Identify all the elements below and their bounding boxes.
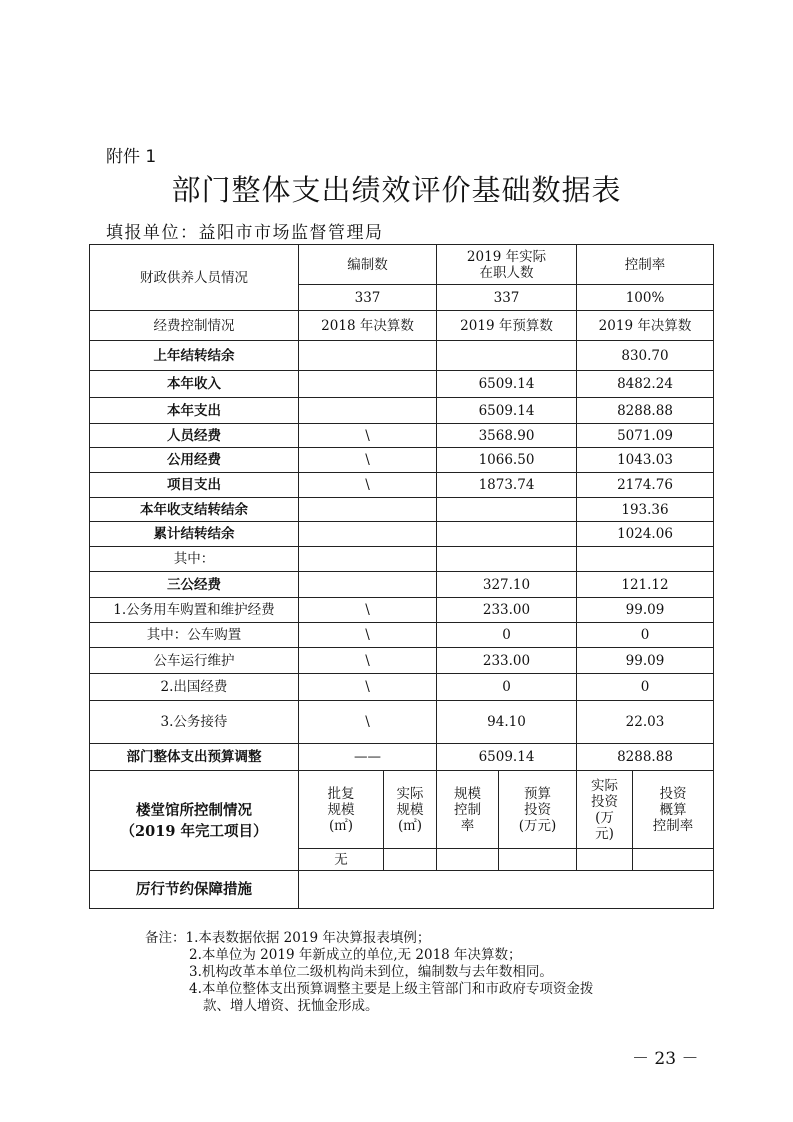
value-2018-final: \ [299, 424, 437, 448]
buildings-value [384, 849, 437, 871]
note-item: 款、增人增资、抚恤金形成。 [203, 998, 379, 1014]
value-2019-budget: 94.10 [437, 701, 577, 744]
value-2019-final: 99.09 [577, 648, 714, 674]
staff-value: 337 [437, 285, 577, 311]
note-item: 2.本单位为 2019 年新成立的单位,无 2018 年决算数； [189, 947, 522, 963]
staff-value: 100% [577, 285, 714, 311]
value-2018-final [299, 522, 437, 547]
row-label: 本年收支结转结余 [90, 498, 299, 522]
value-2019-final: 1043.03 [577, 448, 714, 473]
row-label: 累计结转结余 [90, 522, 299, 547]
table-row [90, 648, 714, 674]
row-label: 其中：公车购置 [90, 623, 299, 648]
value-2019-final: 121.12 [577, 572, 714, 598]
buildings-header: 规模 控制 率 [437, 771, 499, 849]
value-2019-final: 0 [577, 674, 714, 701]
attachment-label: 附件 1 [106, 147, 157, 167]
row-label: 人员经费 [90, 424, 299, 448]
table-row [90, 473, 714, 498]
note-item: 1.本表数据依据 2019 年决算报表填例； [185, 930, 431, 946]
value-2018-final [299, 371, 437, 398]
table-row [90, 547, 714, 572]
table-row [90, 424, 714, 448]
table-row [90, 572, 714, 598]
value-2018-final [299, 572, 437, 598]
table-row [90, 598, 714, 623]
value-2019-final: 8288.88 [577, 398, 714, 424]
value-2018-final: \ [299, 598, 437, 623]
value-2018-final [299, 547, 437, 572]
buildings-label-line1: 楼堂馆所控制情况 [136, 801, 252, 819]
staff-value: 337 [299, 285, 437, 311]
buildings-label [90, 771, 299, 871]
staff-header: 控制率 [577, 245, 714, 285]
table-row [90, 623, 714, 648]
value-2019-final: 830.70 [577, 341, 714, 371]
table-row [90, 674, 714, 701]
value-2018-final: \ [299, 674, 437, 701]
value-2019-budget: 1066.50 [437, 448, 577, 473]
value-2019-final: 193.36 [577, 498, 714, 522]
page-title: 部门整体支出绩效评价基础数据表 [171, 173, 622, 207]
value-2019-budget: 3568.90 [437, 424, 577, 448]
value-2019-budget: 233.00 [437, 648, 577, 674]
funds-label: 经费控制情况 [90, 311, 299, 341]
value-2019-budget: 1873.74 [437, 473, 577, 498]
row-label: 其中： [90, 547, 299, 572]
value-2019-final [577, 547, 714, 572]
table-row [90, 522, 714, 547]
table-row [90, 371, 714, 398]
value-2019-budget: 233.00 [437, 598, 577, 623]
value-2019-final: 5071.09 [577, 424, 714, 448]
value-2019-final: 2174.76 [577, 473, 714, 498]
row-label: 上年结转结余 [90, 341, 299, 371]
value-2018-final: \ [299, 473, 437, 498]
value-2018-final: \ [299, 623, 437, 648]
staff-label: 财政供养人员情况 [90, 245, 299, 311]
row-label: 部门整体支出预算调整 [90, 744, 299, 771]
table-row [90, 701, 714, 744]
note-item: 4.本单位整体支出预算调整主要是上级主管部门和市政府专项资金拨 [189, 981, 594, 997]
value-2018-final [299, 398, 437, 424]
value-2019-budget: 6509.14 [437, 744, 577, 771]
buildings-value [577, 849, 633, 871]
value-2019-budget: 6509.14 [437, 371, 577, 398]
buildings-header: 实际 投资 (万 元) [577, 771, 633, 849]
data-table [89, 244, 714, 909]
row-label: 三公经费 [90, 572, 299, 598]
page-number: － 23 － [632, 1049, 699, 1069]
note-item: 3.机构改革本单位二级机构尚未到位，编制数与去年数相同。 [189, 964, 553, 980]
table-row [90, 341, 714, 371]
table-row [90, 498, 714, 522]
value-2019-final: 8482.24 [577, 371, 714, 398]
staff-header: 编制数 [299, 245, 437, 285]
value-2019-budget [437, 522, 577, 547]
staff-header: 2019 年实际 在职人数 [437, 245, 577, 285]
funds-header: 2018 年决算数 [299, 311, 437, 341]
value-2018-final [299, 341, 437, 371]
buildings-header: 实际 规模 (㎡) [384, 771, 437, 849]
austerity-value [299, 871, 714, 909]
buildings-value [499, 849, 577, 871]
value-2019-final: 22.03 [577, 701, 714, 744]
value-2018-final: \ [299, 448, 437, 473]
row-label: 公车运行维护 [90, 648, 299, 674]
buildings-header: 预算 投资 (万元) [499, 771, 577, 849]
row-label: 1.公务用车购置和维护经费 [90, 598, 299, 623]
buildings-value [437, 849, 499, 871]
funds-header: 2019 年预算数 [437, 311, 577, 341]
value-2019-budget: 0 [437, 623, 577, 648]
value-2019-budget [437, 547, 577, 572]
table-row [90, 448, 714, 473]
value-2019-budget: 327.10 [437, 572, 577, 598]
buildings-header: 投资 概算 控制率 [633, 771, 714, 849]
funds-header: 2019 年决算数 [577, 311, 714, 341]
buildings-value [633, 849, 714, 871]
row-label: 2.出国经费 [90, 674, 299, 701]
row-label: 项目支出 [90, 473, 299, 498]
value-2019-budget: 0 [437, 674, 577, 701]
value-2019-final: 0 [577, 623, 714, 648]
value-2019-budget: 6509.14 [437, 398, 577, 424]
buildings-label-line2: （2019 年完工项目） [120, 822, 268, 840]
notes-prefix: 备注： [145, 930, 186, 946]
value-2019-final: 1024.06 [577, 522, 714, 547]
value-2019-final: 99.09 [577, 598, 714, 623]
table-row [90, 744, 714, 771]
row-label: 本年收入 [90, 371, 299, 398]
reporting-unit: 填报单位：益阳市市场监督管理局 [106, 223, 384, 243]
value-2018-final: \ [299, 648, 437, 674]
austerity-label: 厉行节约保障措施 [90, 871, 299, 909]
notes [145, 930, 593, 1015]
value-2019-budget [437, 341, 577, 371]
value-2018-final: —— [299, 744, 437, 771]
value-2018-final: \ [299, 701, 437, 744]
buildings-value: 无 [299, 849, 384, 871]
row-label: 本年支出 [90, 398, 299, 424]
value-2019-final: 8288.88 [577, 744, 714, 771]
row-label: 3.公务接待 [90, 701, 299, 744]
table-row [90, 398, 714, 424]
value-2019-budget [437, 498, 577, 522]
row-label: 公用经费 [90, 448, 299, 473]
buildings-header: 批复 规模 (㎡) [299, 771, 384, 849]
value-2018-final [299, 498, 437, 522]
